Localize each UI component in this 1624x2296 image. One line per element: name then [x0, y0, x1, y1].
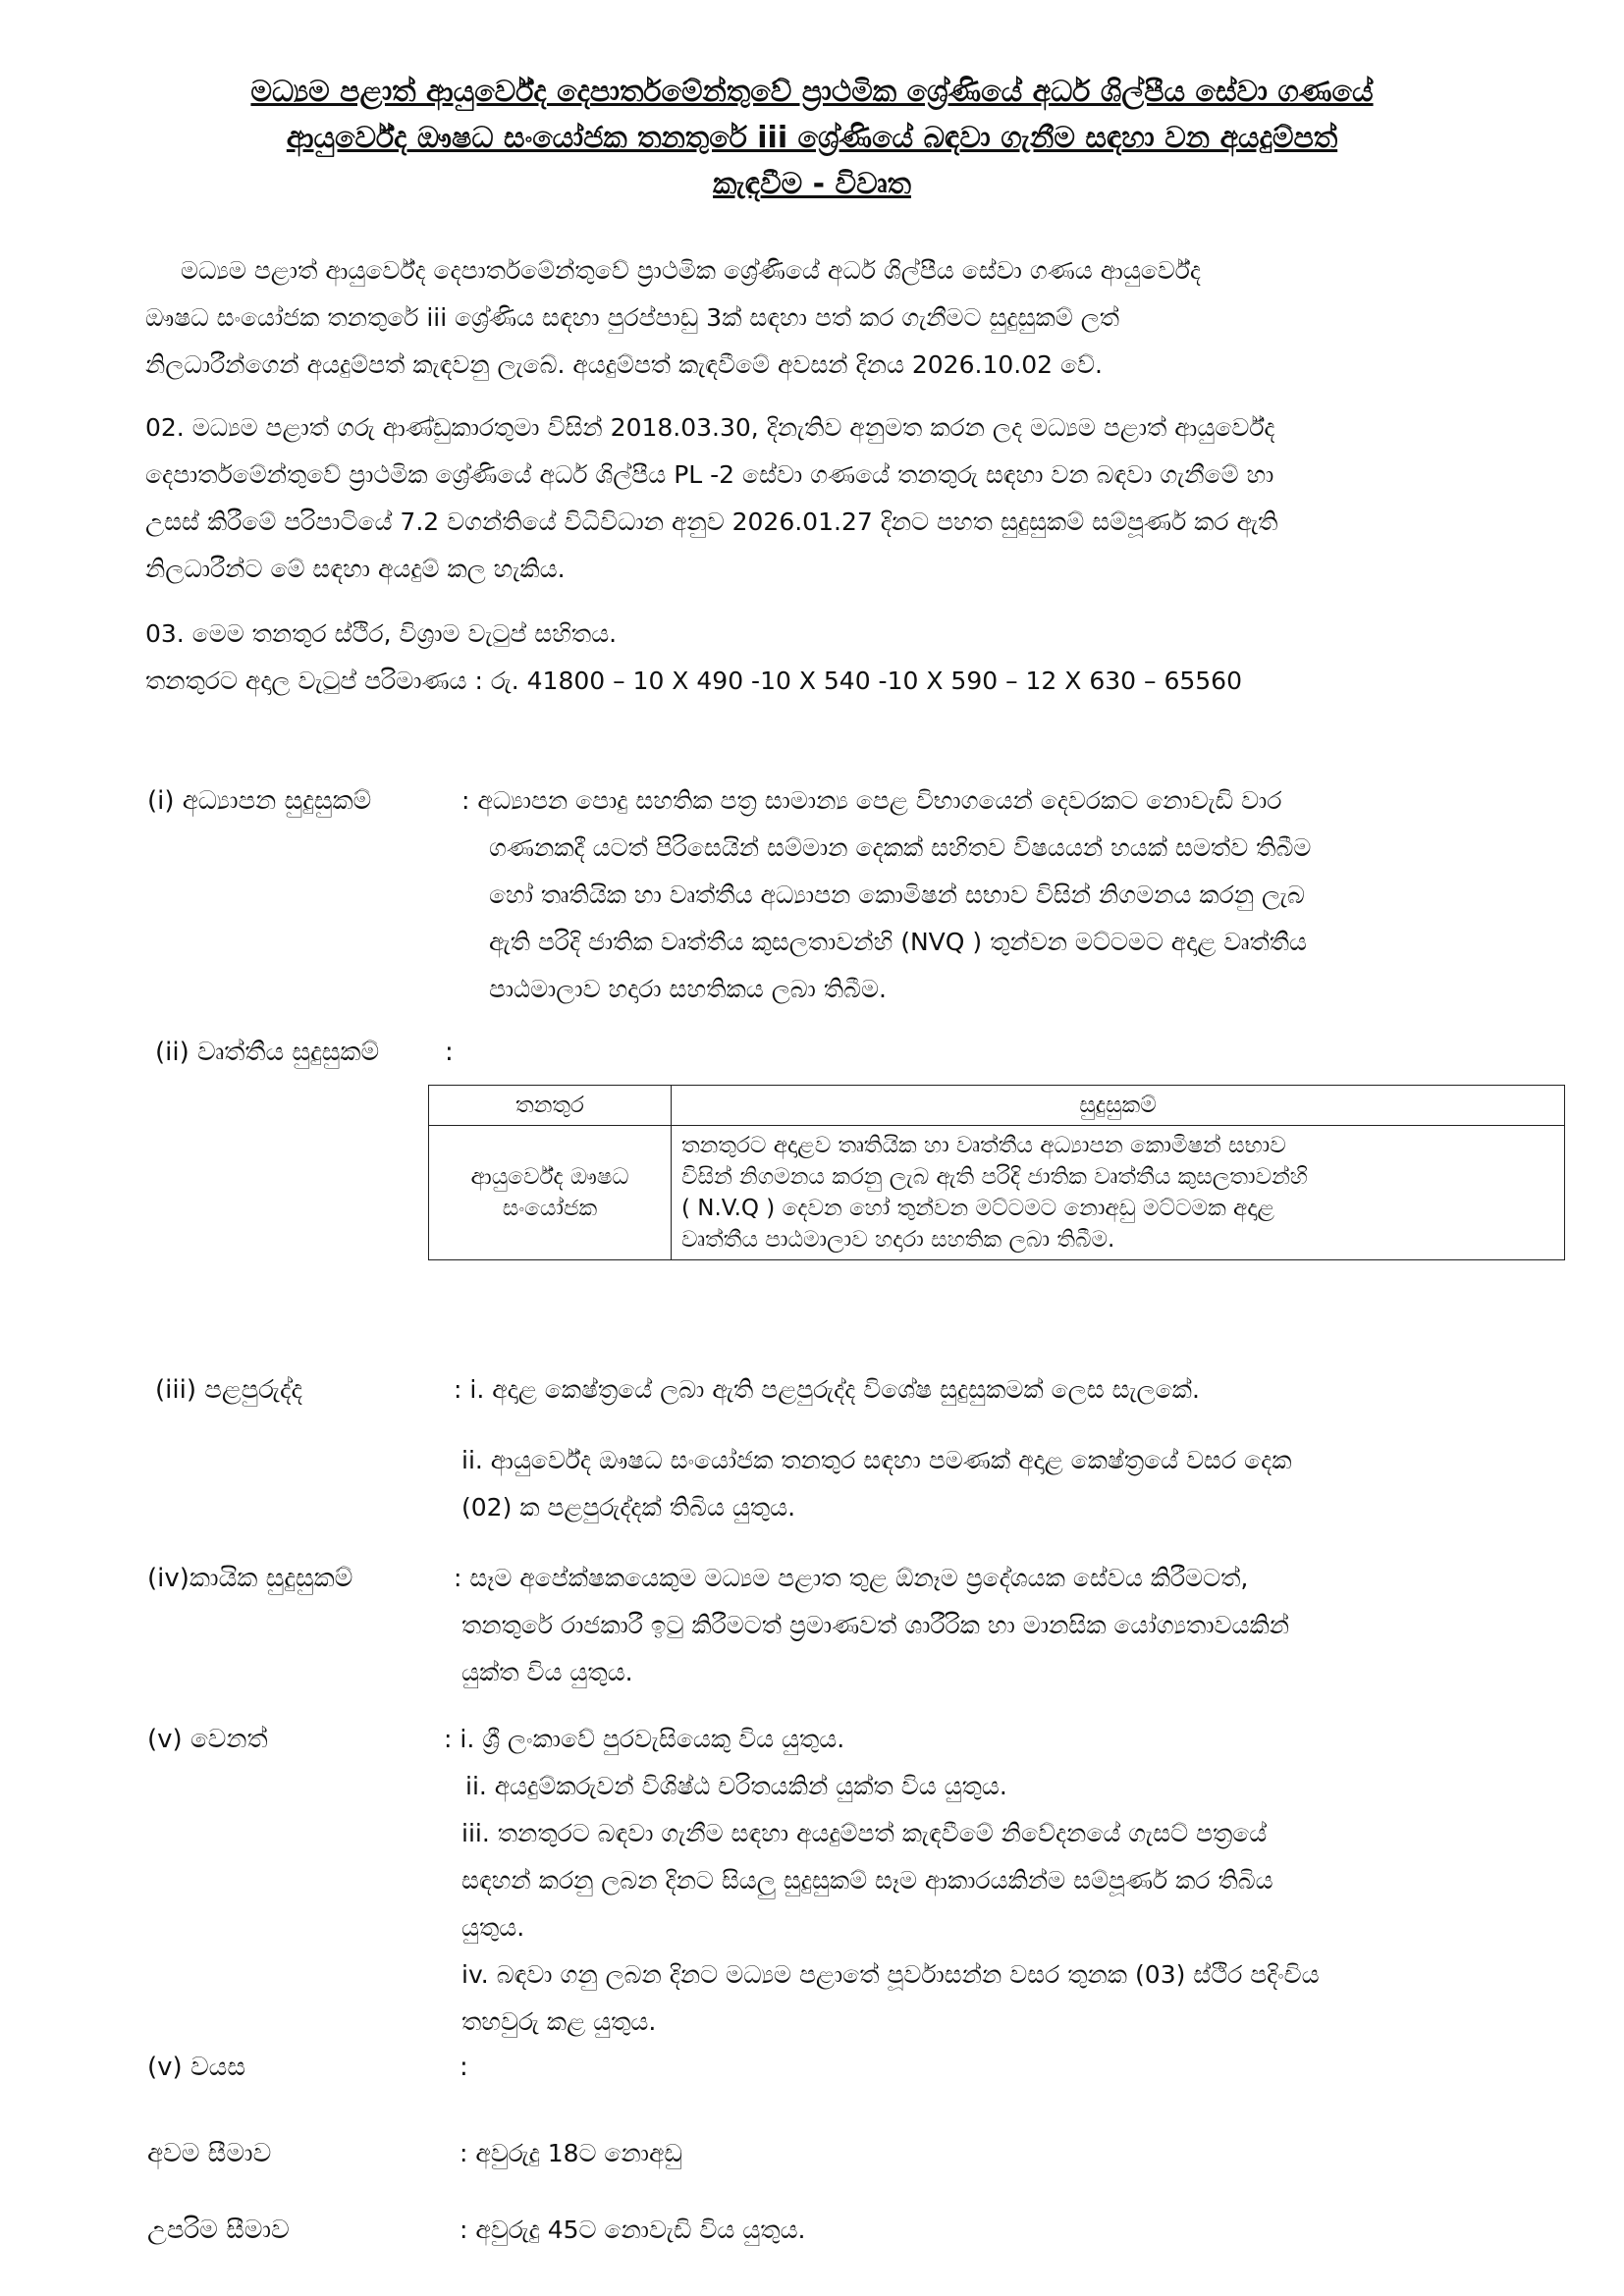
text-line: නිලධාරීන්ගෙන් අයදුම්පත් කැඳවනු ලැබේ. අයදුම්පත් කැඳවීමේ අවසන් දිනය 2026.10.02 වේ. [145, 350, 1103, 379]
text-line: : සෑම අපේක්ෂකයෙකුම මධ්‍යම පළාත තුළ ඕනෑම ප්‍රදේශයක සේවය කිරීමටත්, [454, 1564, 1249, 1592]
text-line: iv. බඳවා ගනු ලබන දිනට මධ්‍යම පළාතේ පූර්වාසන්න වසර තුනක (03) ස්ථිර පදිංචිය [461, 1960, 1320, 1989]
colon: : [445, 1038, 454, 1067]
table-cell-post [429, 1126, 672, 1260]
text-line: 03. මෙම තනතුර ස්ථිර, විශ්‍රාම වැටුප් සහිතය. [145, 619, 618, 648]
age-label: (v) වයස [147, 2053, 246, 2082]
other-qualification-label: (v) වෙනත් [147, 1725, 268, 1754]
text-line: ඖෂධ සංයෝජක තනතුරේ iii ශ්‍රේණිය සඳහා පුරප්පාඩු 3ක් සඳහා පත් කර ගැනීමට සුදුසුකම් ලත් [145, 303, 1120, 332]
text-line: යුතුය. [461, 1913, 525, 1942]
text-line: ආයුර්වේද ඖෂධ [470, 1164, 629, 1190]
text-line: ( N.V.Q ) දෙවන හෝ තුන්වන මට්ටමට නොඅඩු මට්ටමක අදාළ [681, 1196, 1274, 1221]
other-qualification-text [444, 1716, 1540, 2046]
text-line: දෙපාර්තමේන්තුවේ ප්‍රාථමික ශ්‍රේණියේ අර්ධ ශිල්පීය PL -2 සේවා ගණයේ තනතුරු සඳහා වන බඳවා ගැනීමේ හා [145, 460, 1274, 489]
table-header-post: තනතුර [429, 1086, 672, 1126]
physical-qualification-label: (iv)කායික සුදුසුකම් [147, 1564, 353, 1593]
text-line: නිලධාරීන්ට මේ සඳහා අයදුම් කල හැකිය. [145, 555, 566, 583]
colon: : [460, 2053, 468, 2082]
professional-qualification-label: (ii) වෘත්තීය සුදුසුකම් [155, 1038, 380, 1067]
text-line: : i. ශ්‍රී ලංකාවේ පුරවැසියෙකු විය යුතුය. [444, 1725, 845, 1753]
text-line: සඳහන් කරනු ලබන දිනට සියලු සුදුසුකම් සෑම ආකාරයකින්ම සම්පූර්ණ කර තිබිය [461, 1866, 1273, 1895]
intro-paragraph [145, 247, 1540, 389]
text-line: iii. තනතුරට බඳවා ගැනීම සඳහා අයදුම්පත් කැඳවීමේ නිවේදනයේ ගැසට් පත්‍රයේ [461, 1819, 1268, 1847]
text-line: : i. අදාළ කෙෂ්ත්‍රයේ ලබා ඇති පළපුරුද්ද විශේෂ සුදුසුකමක් ලෙස සැලකේ. [454, 1375, 1200, 1404]
section-03-paragraph [145, 611, 1540, 705]
text-line: ii. ආයුර්වේද ඖෂධ සංයෝජක තනතුර සඳහා පමණක් අදාළ කෙෂ්ත්‍රයේ වසර දෙක [461, 1446, 1292, 1474]
text-line: : අධ්‍යාපන පොදු සහතික පත්‍ර සාමාන්‍ය පෙළ විභාගයෙන් දෙවරකට නොවැඩි වාර [461, 786, 1282, 815]
section-02-paragraph [145, 404, 1540, 593]
text-line: යුක්ත විය යුතුය. [461, 1658, 633, 1686]
table-cell-qualification [672, 1126, 1565, 1260]
text-line: තනතුරට අදාළව තෘතියික හා වෘත්තීය අධ්‍යාපන කොමිෂන් සභාව [681, 1133, 1286, 1158]
experience-label: (iii) පළපුරුද්ද [155, 1375, 303, 1405]
table-header-row [429, 1086, 1565, 1126]
title-line: කැඳවීම - විවෘත [713, 167, 911, 201]
minimum-age-value: : අවුරුදු 18ට නොඅඩු [460, 2139, 682, 2167]
page-title [147, 69, 1477, 207]
text-line: ගණනකදී යටත් පිරිසෙයින් සම්මාන දෙකක් සහිතව විෂයයන් හයක් සමත්ව තිබීම [489, 833, 1312, 862]
text-line: ඇති පරිදි ජාතික වෘත්තීය කුසලතාවන්හි (NVQ ) තුන්වන මට්ටමට අදාළ වෘත්තීය [489, 928, 1308, 956]
text-line: තනතුරේ රාජකාරී ඉටු කිරීමටත් ප්‍රමාණවත් ශාරීරික හා මානසික යෝග්‍යතාවයකින් [461, 1611, 1290, 1639]
text-line: විසින් නිගමනය කරනු ලැබ ඇති පරිදි ජාතික වෘත්තීය කුසලතාවන්හි [681, 1164, 1308, 1190]
education-qualification-label: (i) අධ්‍යාපන සුදුසුකම් [147, 786, 372, 816]
text-line: (02) ක පළපුරුද්දක් තිබිය යුතුය. [461, 1493, 796, 1522]
table-header-qualification: සුදුසුකම් [672, 1086, 1565, 1126]
salary-scale-line: තනතුරට අදාල වැටුප් පරිමාණය : රු. 41800 – 10 X 490 -10 X 540 -10 X 590 – 12 X 630 – 65560 [145, 667, 1242, 695]
education-qualification-text [461, 777, 1540, 1013]
text-line: වෘත්තීය පාඨමාලාව හදාරා සහතික ලබා තිබීම. [681, 1227, 1115, 1253]
professional-qualification-table [428, 1085, 1565, 1260]
text-line: සංයෝජක [502, 1196, 598, 1221]
text-line: 02. මධ්‍යම පළාත් ගරු ආණ්ඩුකාරතුමා විසින් 2018.03.30, දිනැතිව අනුමත කරන ලද මධ්‍යම පළාත් ආයුර්වේද [145, 413, 1275, 442]
title-line: ආයුර්වේද ඖෂධ සංයෝජක තනතුරේ iii ශ්‍රේණියේ බඳවා ගැනීම සඳහා වන අයදුම්පත් [286, 121, 1338, 155]
title-line: මධ්‍යම පළාත් ආයුර්වේද දෙපාර්තමේන්තුවේ ප්‍රාථමික ශ්‍රේණියේ අර්ධ ශිල්පීය සේවා ගණයේ [250, 75, 1374, 109]
table-row [429, 1126, 1565, 1260]
text-line: පාඨමාලාව හදාරා සහතිකය ලබා තිබීම. [489, 975, 887, 1003]
experience-text [454, 1366, 1540, 1531]
text-line: තහවුරු කළ යුතුය. [461, 2007, 657, 2036]
maximum-age-value: : අවුරුදු 45ට නොවැඩි විය යුතුය. [460, 2216, 806, 2244]
text-line: උසස් කිරීමේ පරිපාටියේ 7.2 වගන්තියේ විධිවිධාන අනුව 2026.01.27 දිනට පහත සුදුසුකම් සම්පූර්ණ කර ඇති [145, 507, 1278, 536]
physical-qualification-text [454, 1555, 1540, 1696]
minimum-age-label: අවම සීමාව [147, 2139, 272, 2168]
maximum-age-label: උපරිම සීමාව [147, 2216, 290, 2245]
text-line: මධ්‍යම පළාත් ආයුර්වේද දෙපාර්තමේන්තුවේ ප්‍රාථමික ශ්‍රේණියේ අර්ධ ශිල්පීය සේවා ගණය ආයුර්වේද [181, 256, 1201, 285]
text-line: හෝ තෘතියික හා වෘත්තීය අධ්‍යාපන කොමිෂන් සභාව විසින් නිගමනය කරනු ලැබ [489, 881, 1305, 909]
text-line: ii. අයදුම්කරුවන් විශිෂ්ඨ චරිතයකින් යුක්ත විය යුතුය. [465, 1772, 1007, 1800]
